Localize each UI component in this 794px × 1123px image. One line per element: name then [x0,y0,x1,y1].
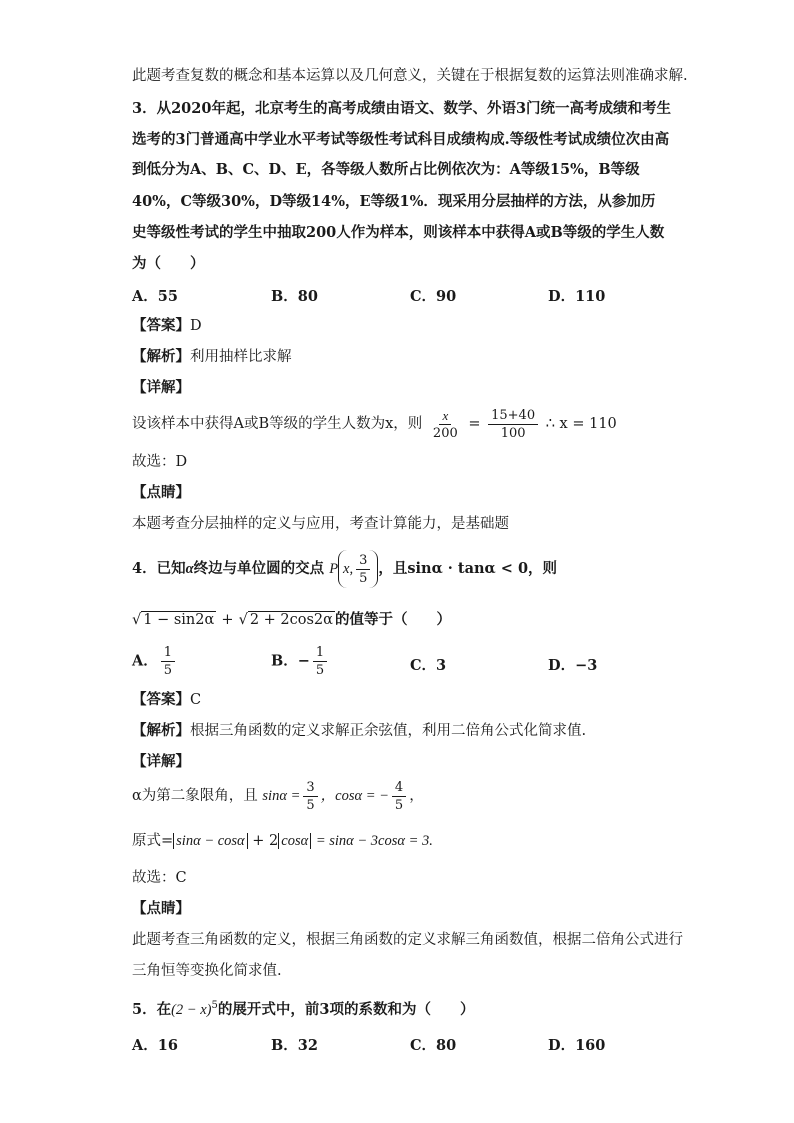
q3-analysis [132,347,292,367]
fraction-numerator: 3 [356,552,370,570]
q4-choice: 故选：C [132,870,187,886]
alpha-symbol: α [185,561,194,577]
answer-value: C [190,692,202,708]
q4-stem-line1 [132,550,557,592]
answer-tag: 【答案】 [132,691,190,708]
q4-prefix: 4．已知 [132,560,186,577]
point-x: x, [343,561,354,577]
q3-stem-line1: 3．从2020年起，北京考生的高考成绩由语文、数学、外语3门统一高考成绩和考生 [132,100,672,117]
prev-summary: 此题考查复数的概念和基本运算以及几何意义，关键在于根据复数的运算法则准确求解. [132,68,688,84]
q3-option-d: D．110 [548,288,606,305]
q5-stem [132,996,474,1020]
q5-exponent: 5 [211,1000,218,1011]
q3-detail-tag: 【详解】 [132,379,190,396]
option-fraction [161,644,175,679]
q4-option-a [132,644,178,679]
q5-prefix: 5．在 [132,1000,172,1018]
q4-expr-suffix: 的值等于（ ） [334,611,451,628]
option-fraction [313,644,327,679]
q3-stem-line2: 选考的3门普通高中学业水平考试等级性考试科目成绩构成.等级性考试成绩位次由高 [132,131,670,148]
fraction-numerator: 3 [303,779,317,797]
fraction-numerator: 1 [161,644,175,662]
analysis-text: 利用抽样比求解 [190,349,292,365]
q4-analysis [132,721,586,741]
detail-prefix: 设该样本中获得A或B等级的学生人数为x，则 [132,416,423,432]
option-label: B．− [271,652,310,670]
abs-sin-minus-cos: sinα − cosα [173,833,248,849]
q4-answer [132,690,201,710]
q4-comment-line1: 此题考查三角函数的定义，根据三角函数的定义求解三角函数值，根据二倍角公式进行 [132,932,683,948]
q3-option-b: B．80 [271,288,318,305]
fraction-denominator: 100 [500,425,526,441]
q5-option-d: D．160 [548,1037,606,1054]
q4-comment-tag: 【点睛】 [132,900,190,917]
q3-comment: 本题考查分层抽样的定义与应用，考查计算能力，是基础题 [132,516,509,532]
fraction-x-over-200 [430,407,461,442]
plus-two: + 2 [252,833,279,849]
q4-condition: ，且sinα · tanα < 0，则 [378,560,558,577]
sin-lhs: sinα = [262,788,301,804]
sin-fraction [303,779,317,814]
detail1-prefix: α为第二象限角，且 [132,788,258,804]
q3-answer [132,316,202,336]
q5-option-c: C．80 [410,1037,457,1054]
q3-choice: 故选：D [132,454,188,470]
equals-sign: = [468,416,481,432]
q3-comment-tag: 【点睛】 [132,484,190,501]
q4-comment-line2: 三角恒等变换化简求值. [132,963,282,979]
fraction-denominator: 5 [163,663,173,678]
answer-value: D [190,318,202,334]
q4-mid: 终边与单位圆的交点 [193,560,325,577]
fraction-denominator: 5 [306,797,315,813]
analysis-tag: 【解析】 [132,722,190,739]
q3-detail-equation [132,406,617,446]
answer-tag: 【答案】 [132,317,190,334]
q5-expression: (2 − x) [171,1001,212,1018]
q5-option-a: A．16 [132,1037,178,1054]
q3-option-c: C．90 [410,288,457,305]
fraction-denominator: 200 [432,425,458,441]
fraction-denominator: 5 [359,570,368,586]
detail2-suffix: = sinα − 3cosα = 3. [315,833,433,849]
q4-detail-line1 [132,778,424,818]
analysis-text: 根据三角函数的定义求解正余弦值，利用二倍角公式化简求值. [190,723,587,739]
q3-stem-line3: 到低分为A、B、C、D、E，各等级人数所占比例依次为：A等级15%，B等级 [132,161,640,178]
detail1-end: ， [409,788,424,804]
q4-option-b [271,644,330,679]
analysis-tag: 【解析】 [132,348,190,365]
cos-lhs: ，cosα = − [320,788,389,804]
q4-detail-line2 [132,831,433,851]
point-coordinates [338,550,378,588]
fraction-denominator: 5 [315,663,325,678]
cos-fraction [392,779,406,814]
point-label: P [329,561,339,577]
fraction-numerator: 1 [313,644,327,662]
sqrt-1-minus-sin2a: √ 1 − sin2α [132,612,215,628]
q3-option-a: A．55 [132,288,178,305]
detail2-prefix: 原式= [132,833,174,849]
q5-suffix: 的展开式中，前3项的系数和为（ ） [217,1000,475,1018]
fraction-55-over-100 [488,407,538,442]
fraction-numerator: x [439,407,451,425]
fraction-numerator: 15+40 [488,407,538,425]
q5-option-b: B．32 [271,1037,318,1054]
abs-cos: cosα [278,833,311,849]
q4-option-c: C．3 [410,657,447,674]
q4-stem-line2 [132,610,451,630]
sqrt-2-plus-2cos2a: √ 2 + 2cos2α [238,612,333,628]
q4-option-d: D．−3 [548,657,598,674]
option-label: A． [132,652,158,670]
fraction-numerator: 4 [392,779,406,797]
q3-stem-line5: 史等级性考试的学生中抽取200人作为样本，则该样本中获得A或B等级的学生人数 [132,224,665,241]
point-y-fraction [356,552,370,587]
detail-suffix: ∴ x = 110 [545,416,617,432]
q3-stem-line6: 为（ ） [132,255,205,272]
plus-sign: + [221,612,234,628]
fraction-denominator: 5 [394,797,404,813]
q3-stem-line4: 40%，C等级30%，D等级14%，E等级1%．现采用分层抽样的方法，从参加历 [132,193,656,210]
q4-detail-tag: 【详解】 [132,753,190,770]
